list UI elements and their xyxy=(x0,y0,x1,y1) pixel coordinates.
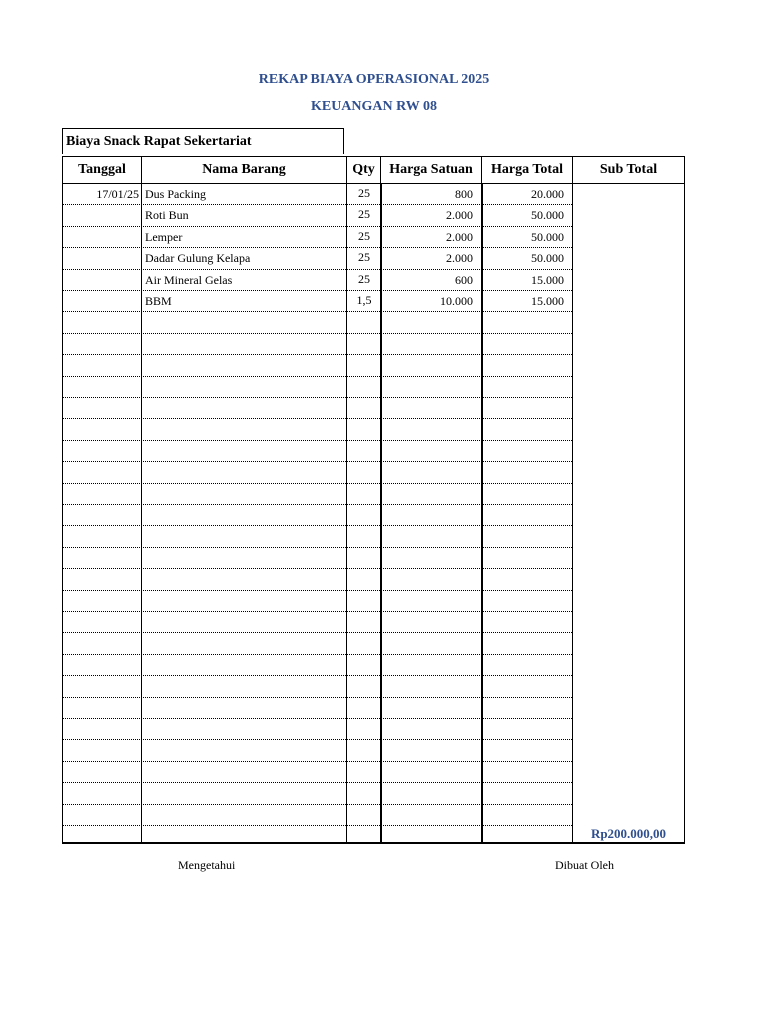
table-row xyxy=(63,270,572,291)
cell-harga-total: 15.000 xyxy=(531,272,564,287)
table-row xyxy=(63,740,572,761)
table-row xyxy=(63,526,572,547)
table-row xyxy=(63,676,572,697)
cell-nama-barang: Dus Packing xyxy=(145,187,206,201)
cell-harga-total: 50.000 xyxy=(531,208,564,223)
table-header xyxy=(62,156,685,184)
cell-harga-total: 15.000 xyxy=(531,294,564,308)
cell-qty: 1,5 xyxy=(356,293,372,307)
cell-harga-total: 50.000 xyxy=(531,251,564,266)
cell-qty: 25 xyxy=(358,250,370,265)
table-row xyxy=(63,805,572,826)
cell-harga-total: 50.000 xyxy=(531,229,564,244)
table-row xyxy=(63,227,572,248)
cell-harga-satuan: 2.000 xyxy=(446,208,473,223)
table-row xyxy=(63,612,572,633)
table-body xyxy=(62,184,685,844)
table-row xyxy=(63,377,572,398)
report-title: REKAP BIAYA OPERASIONAL 2025 xyxy=(258,72,490,87)
table-row xyxy=(63,698,572,719)
cell-qty: 25 xyxy=(358,271,370,286)
table-row xyxy=(63,655,572,676)
cell-nama-barang: Air Mineral Gelas xyxy=(145,272,233,287)
table-row xyxy=(63,484,572,505)
cell-qty: 25 xyxy=(358,228,370,243)
cell-tanggal xyxy=(63,205,139,225)
cell-harga-total: 20.000 xyxy=(531,187,564,201)
cell-qty: 25 xyxy=(358,186,370,200)
cell-nama-barang: Dadar Gulung Kelapa xyxy=(145,251,251,266)
divider xyxy=(572,184,573,842)
table-row xyxy=(63,462,572,483)
cell-qty: 25 xyxy=(358,207,370,222)
signature-left-label: Mengetahui xyxy=(178,858,236,872)
table-row xyxy=(63,184,572,205)
cell-harga-satuan: 600 xyxy=(455,272,473,287)
subtotal-value: Rp200.000,00 xyxy=(590,826,667,841)
table-row xyxy=(63,783,572,804)
table-row xyxy=(63,312,572,333)
cell-nama-barang: Roti Bun xyxy=(145,208,189,223)
col-sub-total: Sub Total xyxy=(599,162,658,177)
table-row xyxy=(63,248,572,269)
cell-tanggal: 17/01/25 xyxy=(96,187,139,201)
table-row xyxy=(63,591,572,612)
table-row xyxy=(63,569,572,590)
table-row xyxy=(63,633,572,654)
col-qty: Qty xyxy=(347,157,381,183)
table-row xyxy=(63,205,572,226)
cell-nama-barang: Lemper xyxy=(145,229,183,244)
cell-tanggal xyxy=(63,248,139,268)
table-row xyxy=(63,334,572,355)
col-nama-barang: Nama Barang xyxy=(142,157,347,183)
col-harga-satuan: Harga Satuan xyxy=(381,157,482,183)
table-row xyxy=(63,441,572,462)
report-subtitle: KEUANGAN RW 08 xyxy=(310,99,438,114)
cell-tanggal xyxy=(63,270,139,290)
table-row xyxy=(63,355,572,376)
cell-harga-satuan: 800 xyxy=(455,187,473,201)
table-row xyxy=(63,548,572,569)
table-row xyxy=(63,719,572,740)
table-row xyxy=(63,505,572,526)
cell-nama-barang: BBM xyxy=(145,294,172,308)
table-row xyxy=(63,762,572,783)
col-tanggal: Tanggal xyxy=(63,157,142,183)
cell-harga-satuan: 2.000 xyxy=(446,251,473,266)
cell-harga-satuan: 2.000 xyxy=(446,229,473,244)
cell-harga-satuan: 10.000 xyxy=(440,294,473,308)
signature-right-label: Dibuat Oleh xyxy=(555,858,614,872)
section-label: Biaya Snack Rapat Sekertariat xyxy=(62,128,344,154)
table-row xyxy=(63,398,572,419)
table-row xyxy=(63,291,572,312)
cell-tanggal xyxy=(63,227,139,247)
table-row xyxy=(63,419,572,440)
cell-tanggal xyxy=(63,291,139,311)
col-harga-total: Harga Total xyxy=(482,157,573,183)
